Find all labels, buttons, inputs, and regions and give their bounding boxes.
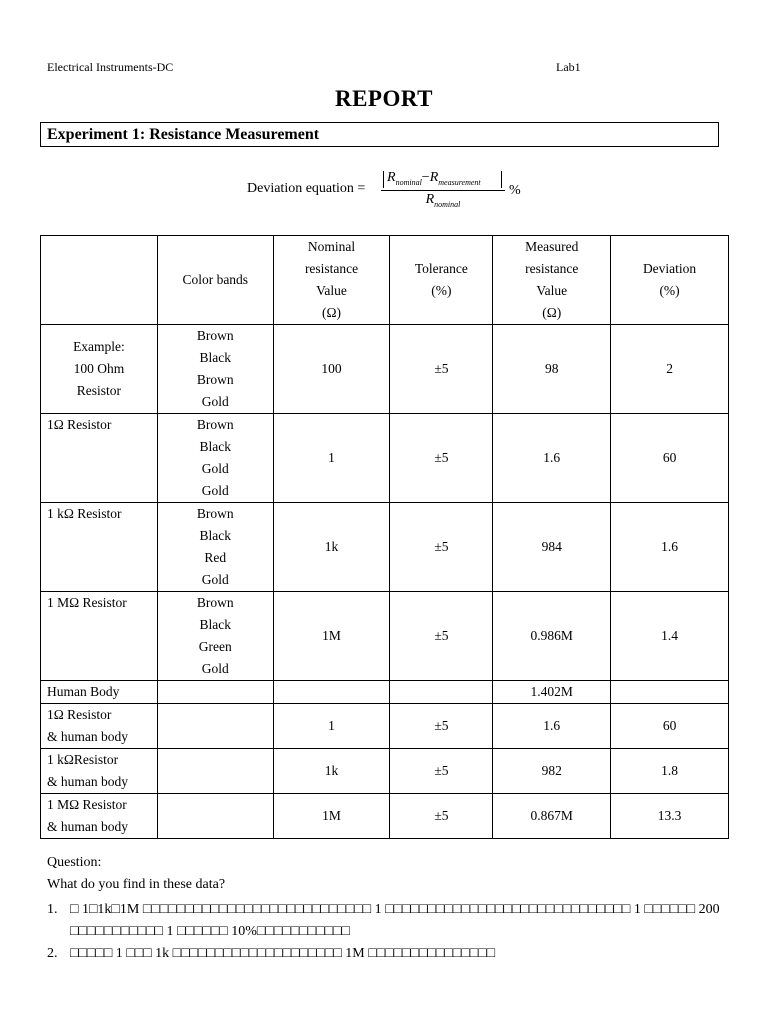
- header-line: Measured: [525, 239, 579, 254]
- header-line: (Ω): [542, 305, 562, 320]
- deviation-cell: 60: [611, 704, 729, 749]
- nominal-cell: 1: [273, 704, 390, 749]
- row-label-cell: [41, 414, 158, 503]
- header-line: Value: [536, 283, 568, 298]
- row-label-cell: [41, 325, 158, 414]
- answer-2: [47, 943, 727, 965]
- nominal-cell: [273, 681, 390, 704]
- color-band: Brown: [196, 372, 234, 387]
- tolerance-cell: [390, 681, 493, 704]
- deviation-cell: [611, 681, 729, 704]
- row-label: & human body: [47, 774, 128, 789]
- nominal-cell: 1k: [273, 749, 390, 794]
- header-right: Lab1: [556, 60, 581, 74]
- table-row: [41, 704, 729, 749]
- resistance-table: [40, 235, 729, 839]
- row-label: 1Ω Resistor: [47, 707, 112, 722]
- color-band: Brown: [196, 595, 234, 610]
- header-left: Electrical Instruments-DC: [47, 60, 174, 74]
- color-bands-cell: [157, 794, 273, 839]
- experiment-title-box: [40, 122, 719, 147]
- color-bands-cell: [157, 325, 273, 414]
- measured-cell: 0.867M: [493, 794, 611, 839]
- header-line: Color bands: [182, 272, 249, 287]
- color-band: Gold: [201, 572, 229, 587]
- deviation-cell: 1.4: [611, 592, 729, 681]
- question-prompt: What do you find in these data?: [47, 877, 226, 892]
- nominal-cell: 1k: [273, 503, 390, 592]
- row-label: 1 MΩ Resistor: [47, 797, 127, 812]
- tolerance-cell: ±5: [390, 325, 493, 414]
- row-label: 1 kΩ Resistor: [47, 506, 122, 521]
- measured-cell: 982: [493, 749, 611, 794]
- tolerance-cell: ±5: [390, 704, 493, 749]
- eq-minus: −: [421, 170, 430, 185]
- tolerance-cell: ±5: [390, 414, 493, 503]
- deviation-cell: 1.6: [611, 503, 729, 592]
- color-band: Red: [204, 550, 227, 565]
- row-label-cell: [41, 681, 158, 704]
- deviation-cell: 13.3: [611, 794, 729, 839]
- answer-1-text: □ 1□1k□1M □□□□□□□□□□□□□□□□□□□□□□□□□□□ 1 □□□□□□□□□□□□□□□□□□□□□□□□□□□□□ 1 □□□□□□ 200 □□□□□□□□□□□ 1 □□□□□□ 10%□□□□□□□□□□□: [70, 902, 720, 939]
- header-line: Deviation: [642, 261, 697, 276]
- answer-1-number: 1.: [47, 902, 58, 917]
- row-label: Human Body: [47, 684, 120, 699]
- deviation-header: [611, 236, 729, 325]
- row-label: 1 MΩ Resistor: [47, 595, 127, 610]
- table-row: [41, 325, 729, 414]
- eq-den-r: R: [425, 192, 435, 207]
- answer-2-text: □□□□□ 1 □□□ 1k □□□□□□□□□□□□□□□□□□□□ 1M □□□□□□□□□□□□□□□: [70, 946, 496, 961]
- color-band: Black: [199, 439, 231, 454]
- eq-sub2: measurement: [438, 177, 481, 187]
- row-label: & human body: [47, 729, 128, 744]
- color-bands-cell: [157, 749, 273, 794]
- color-band: Brown: [196, 506, 234, 521]
- header-line: Nominal: [307, 239, 356, 254]
- color-band: Gold: [201, 483, 229, 498]
- color-band: Gold: [201, 461, 229, 476]
- table-header-row: [41, 236, 729, 325]
- table-row: [41, 414, 729, 503]
- table-row: [41, 592, 729, 681]
- answer-1: [47, 899, 727, 943]
- measured-cell: 1.6: [493, 704, 611, 749]
- nominal-cell: 100: [273, 325, 390, 414]
- eq-sub1: nominal: [395, 177, 422, 187]
- equation-percent: %: [509, 183, 521, 198]
- row-label: Resistor: [76, 383, 122, 398]
- measured-header: [493, 236, 611, 325]
- nominal-cell: 1M: [273, 592, 390, 681]
- experiment-title: Experiment 1: Resistance Measurement: [47, 126, 320, 143]
- color-band: Green: [198, 639, 232, 654]
- color-band: Brown: [196, 417, 234, 432]
- row-label: 1 kΩResistor: [47, 752, 119, 767]
- measured-cell: 1.402M: [493, 681, 611, 704]
- row-label-cell: [41, 704, 158, 749]
- row-label-cell: [41, 503, 158, 592]
- nominal-cell: 1M: [273, 794, 390, 839]
- color-bands-cell: [157, 681, 273, 704]
- header-line: Value: [316, 283, 347, 298]
- answer-2-number: 2.: [47, 946, 58, 961]
- equation-denominator: [381, 192, 505, 209]
- header-line: (%): [659, 283, 680, 298]
- header-line: Tolerance: [414, 261, 468, 276]
- table-row: [41, 503, 729, 592]
- tolerance-cell: ±5: [390, 592, 493, 681]
- tolerance-cell: ±5: [390, 749, 493, 794]
- nominal-header: [273, 236, 390, 325]
- color-bands-cell: [157, 503, 273, 592]
- report-title: REPORT: [334, 86, 434, 111]
- color-band: Brown: [196, 328, 234, 343]
- deviation-cell: 60: [611, 414, 729, 503]
- color-band: Black: [199, 350, 231, 365]
- header-line: (%): [431, 283, 452, 298]
- row-label-cell: [41, 794, 158, 839]
- blank-header: [41, 236, 158, 325]
- color-bands-cell: [157, 414, 273, 503]
- equation-label: Deviation equation =: [247, 181, 366, 196]
- tolerance-cell: ±5: [390, 794, 493, 839]
- color-band: Gold: [201, 661, 229, 676]
- tolerance-header: [390, 236, 493, 325]
- row-label-cell: [41, 749, 158, 794]
- row-label: Example:: [73, 339, 125, 354]
- color-band: Black: [199, 617, 231, 632]
- table-row: [41, 681, 729, 704]
- eq-r2: R: [429, 170, 439, 185]
- header-line: resistance: [304, 261, 359, 276]
- row-label: 1Ω Resistor: [47, 417, 112, 432]
- deviation-cell: 1.8: [611, 749, 729, 794]
- color-bands-cell: [157, 592, 273, 681]
- eq-r1: R: [387, 170, 396, 185]
- measured-cell: 98: [493, 325, 611, 414]
- measured-cell: 984: [493, 503, 611, 592]
- color-bands-header: [157, 236, 273, 325]
- table-row: [41, 749, 729, 794]
- row-label: 100 Ohm: [73, 361, 125, 376]
- header-line: resistance: [525, 261, 579, 276]
- color-band: Black: [199, 528, 231, 543]
- nominal-cell: 1: [273, 414, 390, 503]
- color-band: Gold: [201, 394, 229, 409]
- color-bands-cell: [157, 704, 273, 749]
- row-label-cell: [41, 592, 158, 681]
- question-title: Question:: [47, 855, 102, 870]
- deviation-cell: 2: [611, 325, 729, 414]
- header-line: (Ω): [322, 305, 342, 320]
- tolerance-cell: ±5: [390, 503, 493, 592]
- measured-cell: 1.6: [493, 414, 611, 503]
- row-label: & human body: [47, 819, 128, 834]
- table-row: [41, 794, 729, 839]
- measured-cell: 0.986M: [493, 592, 611, 681]
- eq-den-sub: nominal: [434, 199, 461, 209]
- equation-numerator: [381, 170, 505, 191]
